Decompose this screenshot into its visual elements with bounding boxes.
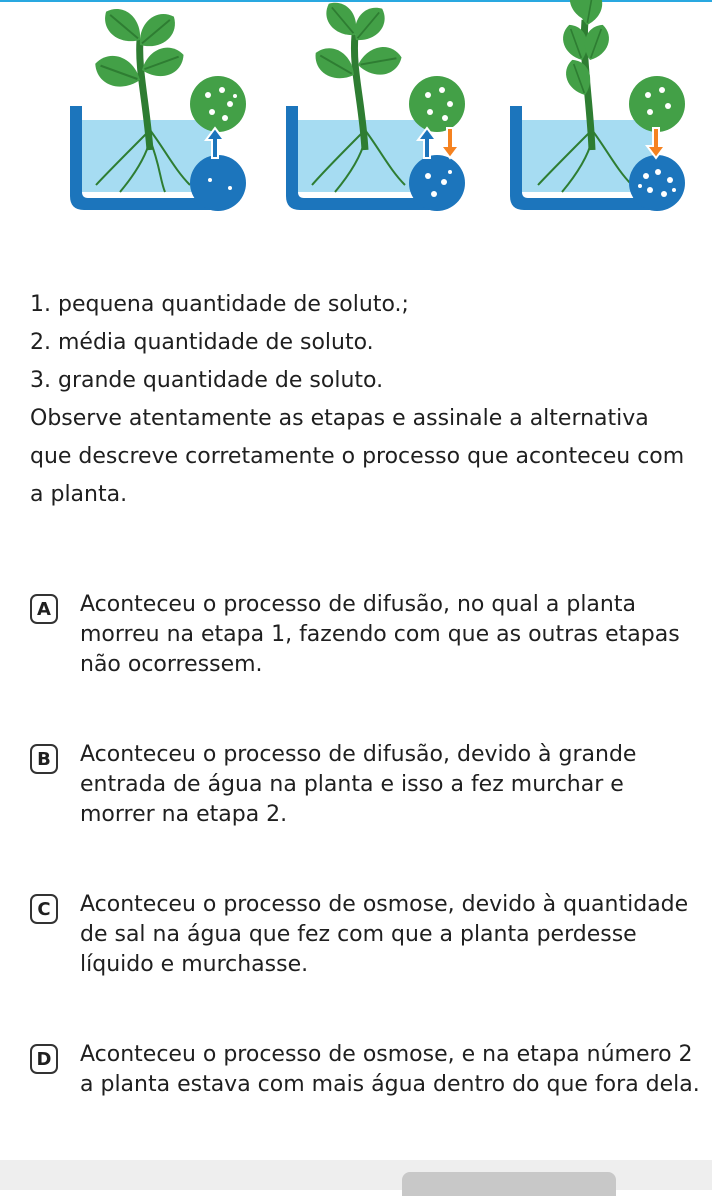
step-2-text: 2. média quantidade de soluto. [30,330,374,355]
step-1-text: 1. pequena quantidade de soluto.; [30,292,409,317]
option-a[interactable] [30,590,700,740]
plant-panel-3 [510,0,685,211]
option-letter-badge: B [30,744,58,774]
option-text: Aconteceu o processo de osmose, e na etapa número 2 a planta estava com mais água dentro do que fora dela. [80,1042,700,1097]
question-body [30,286,700,514]
plant-panel-2 [286,0,465,211]
question-prompt: Observe atentamente as etapas e assinale a alternativa que descreve corretamente o processo que aconteceu com a planta. [30,406,685,507]
option-letter-badge: C [30,894,58,924]
option-letter-badge: A [30,594,58,624]
bottom-action-button[interactable] [402,1172,616,1196]
step-3-text: 3. grande quantidade de soluto. [30,368,384,393]
bottom-bar [0,1160,712,1190]
option-letter-badge: D [30,1044,58,1074]
option-text: Aconteceu o processo de osmose, devido à quantidade de sal na água que fez com que a planta perdesse líquido e murchasse. [80,892,689,977]
option-c[interactable] [30,890,700,1040]
osmosis-plant-illustration [0,0,712,230]
answer-options [30,590,700,1190]
option-b[interactable] [30,740,700,890]
option-text: Aconteceu o processo de difusão, no qual a planta morreu na etapa 1, fazendo com que as outras etapas não ocorressem. [80,592,680,677]
option-text: Aconteceu o processo de difusão, devido à grande entrada de água na planta e isso a fez murchar e morrer na etapa 2. [80,742,637,827]
plant-panel-1 [70,1,246,211]
